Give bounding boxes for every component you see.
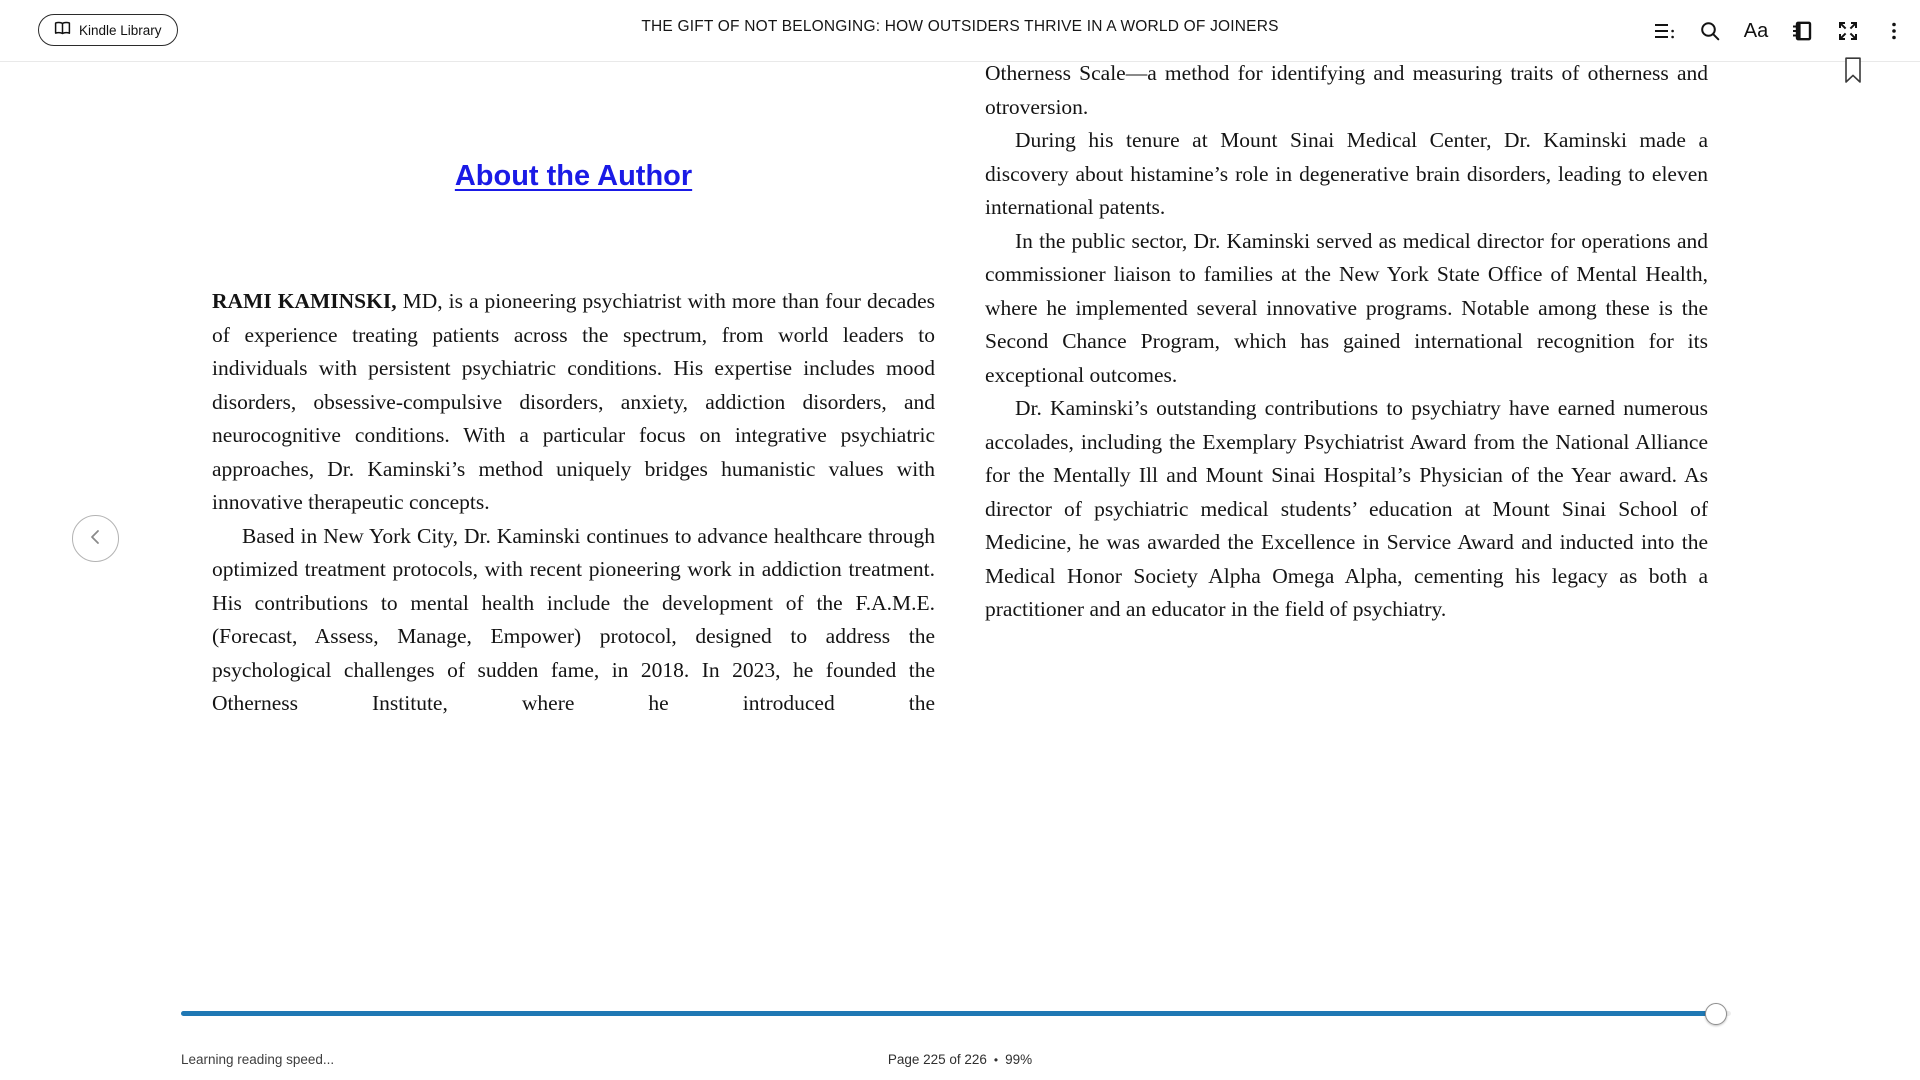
fullscreen-button[interactable] (1836, 19, 1860, 43)
paragraph: Dr. Kaminski’s outstanding contributions to psychiatry have earned numerous accolades, including the Exemplary Psychiatrist Award from the National Alliance for the Mentally Ill and Mount Sinai Hospital’s Physician of the Year award. As director of psychiatric medical students’ education at Mount Sinai School of Medicine, he was awarded the Excellence in Service Award and inducted into the Medical Honor Society Alpha Omega Alpha, cementing his legacy as both a practitioner and an educator in the field of psychiatry. (985, 396, 1708, 621)
page-column-right (985, 57, 1708, 627)
reading-progress-slider[interactable] (181, 1011, 1731, 1016)
bookmark-icon[interactable] (1844, 57, 1862, 89)
chevron-left-icon (86, 527, 106, 550)
toc-button[interactable] (1652, 19, 1676, 43)
bullet-separator: • (993, 1053, 999, 1067)
reading-progress-handle[interactable] (1705, 1003, 1727, 1025)
font-settings-icon: Aa (1743, 20, 1769, 42)
more-menu-button[interactable] (1882, 19, 1906, 43)
paragraph: Otherness Scale—a method for identifying and measuring traits of otherness and otroversion. (985, 61, 1708, 119)
page-info (0, 1052, 1920, 1067)
search-icon (1698, 19, 1722, 43)
notebook-icon (1790, 19, 1814, 43)
paragraph-text: MD, is a pioneering psychiatrist with more than four decades of experience treating patients across the spectrum, from world leaders to individuals with persistent psychiatric conditions. His expertise includes mood disorders, obsessive-compulsive disorders, anxiety, addiction disorders, and neurocognitive conditions. With a particular focus on integrative psychiatric approaches, Dr. Kaminski’s method uniquely bridges humanistic values with innovative therapeutic concepts. (212, 289, 935, 514)
toolbar-icons (1652, 0, 1906, 62)
more-menu-icon (1882, 19, 1906, 43)
toc-icon (1652, 19, 1676, 43)
reading-progress-fill (181, 1011, 1716, 1016)
notebook-button[interactable] (1790, 19, 1814, 43)
page-column-left (212, 62, 935, 721)
kindle-library-label: Kindle Library (79, 22, 162, 38)
author-name-bold: RAMI KAMINSKI, (212, 289, 397, 313)
reading-speed-status: Learning reading speed... (181, 1052, 335, 1067)
font-settings-button[interactable] (1744, 19, 1768, 43)
chapter-heading-link[interactable]: About the Author (454, 160, 693, 192)
search-button[interactable] (1698, 19, 1722, 43)
previous-page-button[interactable] (72, 515, 119, 562)
percent-label: 99% (1005, 1052, 1033, 1067)
paragraph (212, 285, 935, 520)
paragraph: Based in New York City, Dr. Kaminski continues to advance healthcare through optimized treatment protocols, with recent pioneering work in addiction treatment. His contributions to mental health include the development of the F.A.M.E. (Forecast, Assess, Manage, Empower) protocol, designed to address the psychological challenges of sudden fame, in 2018. In 2023, he founded the Otherness Institute, where he introduced the (212, 523, 935, 715)
paragraph: During his tenure at Mount Sinai Medical Center, Dr. Kaminski made a discovery about histamine’s role in degenerative brain disorders, leading to eleven international patents. (985, 128, 1708, 219)
paragraph: In the public sector, Dr. Kaminski served as medical director for operations and commissioner liaison to families at the New York State Office of Mental Health, where he implemented several innovative programs. Notable among these is the Second Chance Program, which has gained international recognition for its exceptional outcomes. (985, 228, 1708, 387)
top-toolbar (0, 0, 1920, 62)
page-number-label: Page 225 of 226 (887, 1052, 987, 1067)
fullscreen-icon (1836, 19, 1860, 43)
book-title: THE GIFT OF NOT BELONGING: HOW OUTSIDERS THRIVE IN A WORLD OF JOINERS (641, 18, 1279, 35)
